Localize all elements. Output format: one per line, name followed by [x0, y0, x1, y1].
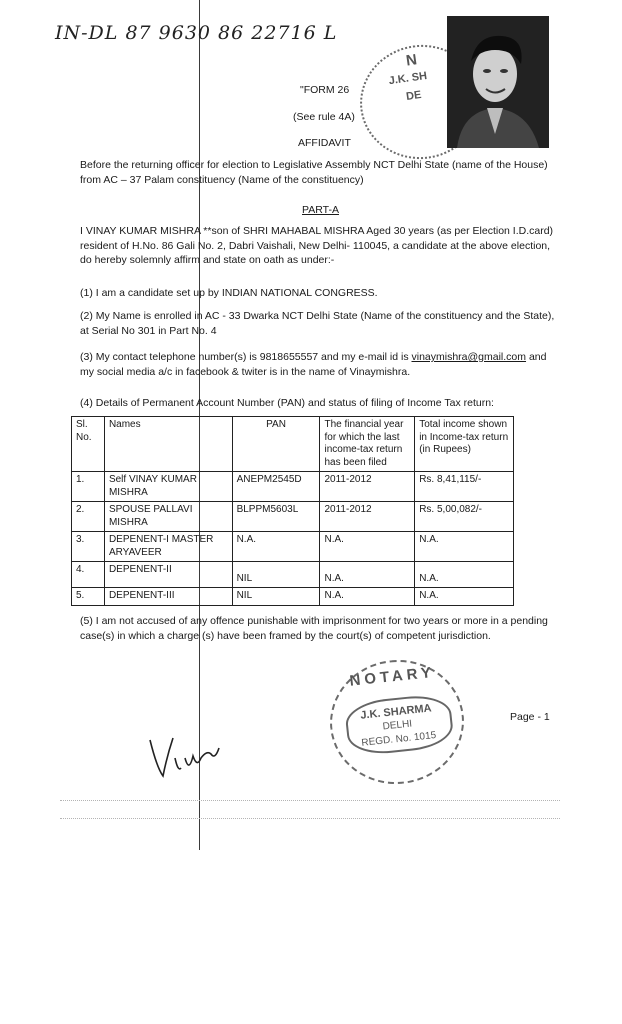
pan-table-header	[72, 417, 514, 472]
notary-stamp-city: DELHI	[382, 718, 413, 733]
cell-income: Rs. 5,00,082/-	[415, 502, 514, 532]
table-row	[72, 472, 514, 502]
pan-table	[71, 416, 514, 606]
item-5: (5) I am not accused of any offence punishable with imprisonment for two years or more in a pending case(s) in which a charge (s) have been framed by the court(s) of competent jurisdiction.	[80, 615, 548, 642]
header-pan: PAN	[232, 417, 320, 472]
email-link[interactable]: vinaymishra@gmail.com	[411, 351, 527, 363]
cell-income: N.A.	[415, 588, 514, 606]
header-total-income: Total income shown in Income-tax return (in Rupees)	[415, 417, 514, 472]
cell-sl: 4.	[72, 562, 105, 588]
cell-pan: NIL	[232, 588, 320, 606]
part-a-heading: PART-A	[302, 204, 339, 216]
signature	[145, 728, 225, 788]
cell-sl: 5.	[72, 588, 105, 606]
cell-year: N.A.	[320, 588, 415, 606]
cell-income: N.A.	[415, 532, 514, 562]
item-3-text-end: and my social media a/c in facebook & twiter is in the name of Vinaymishra.	[80, 351, 547, 378]
header-sl-no: Sl. No.	[72, 417, 105, 472]
notary-stamp-regd: REGD. No. 1015	[360, 730, 437, 749]
notary-stamp	[324, 653, 470, 790]
cell-income: Rs. 8,41,115/-	[415, 472, 514, 502]
intro-paragraph: Before the returning officer for election to Legislative Assembly NCT Delhi State (name of the House) from AC – 37 Palam constituency (Name of the constituency)	[80, 159, 548, 186]
faint-line	[60, 818, 560, 819]
candidate-photo	[447, 16, 549, 148]
cell-year: 2011-2012	[320, 472, 415, 502]
cell-sl: 1.	[72, 472, 105, 502]
cell-name: DEPENENT-III	[104, 588, 232, 606]
item-1: (1) I am a candidate set up by INDIAN NATIONAL CONGRESS.	[80, 287, 378, 299]
document-title: AFFIDAVIT	[298, 137, 351, 149]
cell-pan: N.A.	[232, 532, 320, 562]
notary-stamp-title: NOTARY	[348, 663, 436, 690]
stamp-top-city: DE	[405, 88, 423, 103]
cell-name: Self VINAY KUMAR MISHRA	[104, 472, 232, 502]
item-3	[80, 350, 558, 379]
table-row	[72, 502, 514, 532]
cell-pan: NIL	[232, 562, 320, 588]
cell-name: DEPENENT-II	[104, 562, 232, 588]
cell-pan: BLPPM5603L	[232, 502, 320, 532]
rule-reference: (See rule 4A)	[293, 111, 355, 123]
page-number: Page - 1	[510, 711, 550, 723]
notary-stamp-name: J.K. SHARMA	[359, 702, 433, 722]
stamp-top-letter: N	[404, 51, 419, 70]
handwritten-reference: IN-DL 87 9630 86 22716 L	[55, 22, 338, 44]
cell-pan: ANEPM2545D	[232, 472, 320, 502]
faint-line	[60, 800, 560, 801]
cell-sl: 3.	[72, 532, 105, 562]
cell-sl: 2.	[72, 502, 105, 532]
table-row	[72, 588, 514, 606]
form-number: "FORM 26	[300, 84, 350, 96]
header-financial-year: The financial year for which the last income-tax return has been filed	[320, 417, 415, 472]
cell-year: 2011-2012	[320, 502, 415, 532]
cell-name: SPOUSE PALLAVI MISHRA	[104, 502, 232, 532]
table-row	[72, 562, 514, 588]
cell-name: DEPENENT-I MASTER ARYAVEER	[104, 532, 232, 562]
cell-year: N.A.	[320, 532, 415, 562]
item-4: (4) Details of Permanent Account Number (PAN) and status of filing of Income Tax return:	[80, 397, 494, 409]
item-2: (2) My Name is enrolled in AC - 33 Dwarka NCT Delhi State (Name of the constituency and the State), at Serial No 301 in Part No. 4	[80, 310, 555, 337]
header-names: Names	[104, 417, 232, 472]
declaration-paragraph: I VINAY KUMAR MISHRA **son of SHRI MAHABAL MISHRA Aged 30 years (as per Election I.D.card) resident of H.No. 86 Gali No. 2, Dabri Vaishali, New Delhi- 110045, a candidate at the above election, do hereby solemnly affirm and state on oath as under:-	[80, 225, 554, 266]
item-3-text: (3) My contact telephone number(s) is 9818655557 and my e-mail id is	[80, 351, 412, 363]
stamp-top-name: J.K. SH	[387, 69, 428, 88]
table-row	[72, 532, 514, 562]
cell-income: N.A.	[415, 562, 514, 588]
portrait-image	[447, 16, 549, 148]
cell-year: N.A.	[320, 562, 415, 588]
